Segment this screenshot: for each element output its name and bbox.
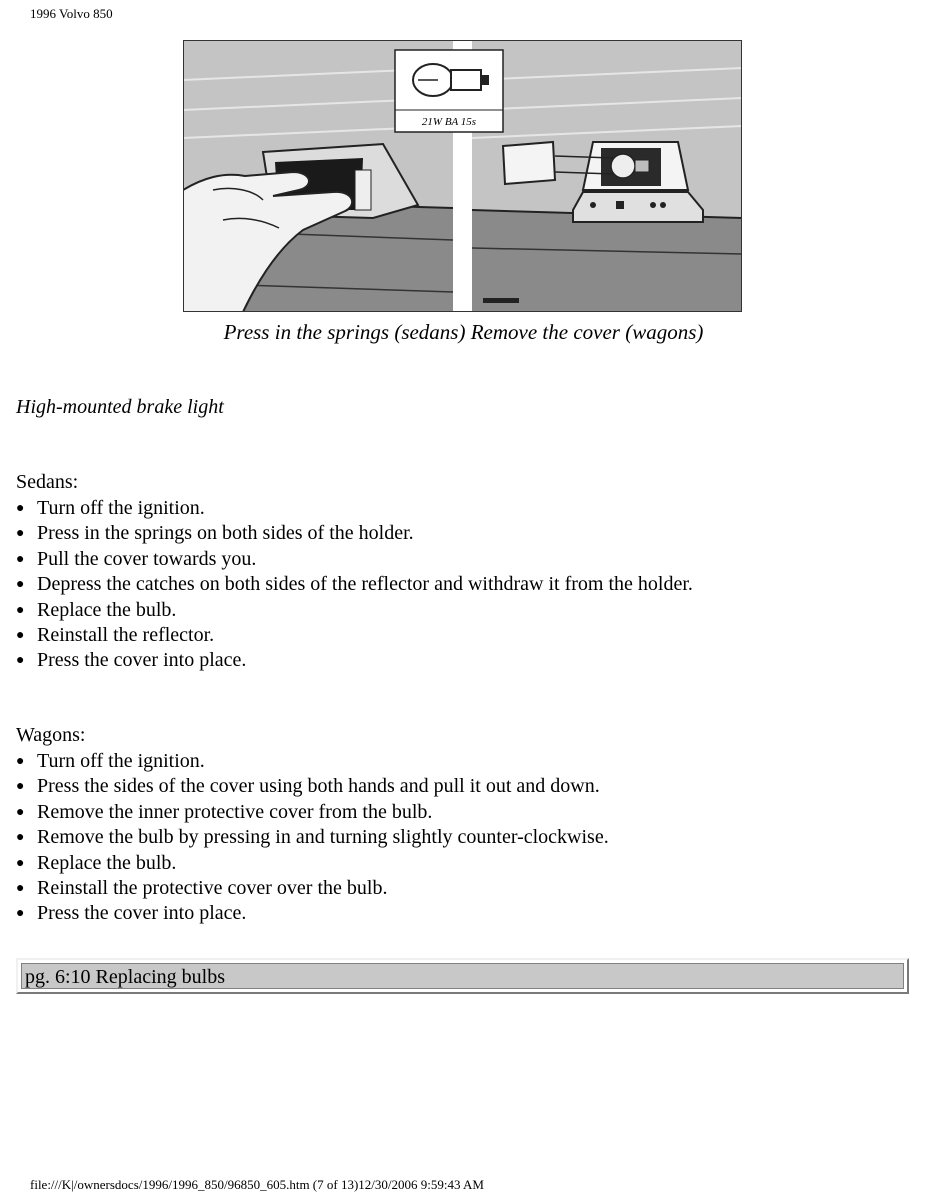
list-item: ● Depress the catches on both sides of the reflector and withdraw it from the holder.	[16, 572, 693, 597]
bullet-icon: ●	[16, 855, 25, 871]
figure-caption: Press in the springs (sedans) Remove the cover (wagons)	[223, 320, 704, 344]
list-item: ● Replace the bulb.	[16, 598, 693, 623]
bulb-detail-inset	[395, 50, 503, 132]
bullet-icon: ●	[16, 551, 25, 567]
sedans-label: Sedans:	[16, 471, 79, 493]
list-item: ● Press the sides of the cover using both hands and pull it out and down.	[16, 774, 609, 799]
bullet-icon: ●	[16, 804, 25, 820]
bullet-icon: ●	[16, 880, 25, 896]
list-item: ● Remove the bulb by pressing in and turning slightly counter-clockwise.	[16, 825, 609, 850]
bullet-icon: ●	[16, 779, 25, 795]
section-heading: High-mounted brake light	[16, 396, 224, 418]
sedans-steps-list	[16, 496, 693, 674]
bullet-icon: ●	[16, 501, 25, 516]
bullet-icon: ●	[16, 830, 25, 846]
list-item: ● Remove the inner protective cover from the bulb.	[16, 800, 609, 825]
bullet-icon: ●	[16, 754, 25, 769]
list-item: ● Reinstall the reflector.	[16, 623, 693, 648]
wagons-steps-list	[16, 749, 609, 927]
page-reference-box	[16, 958, 909, 994]
list-item: ● Replace the bulb.	[16, 851, 609, 876]
bulb-spec-label: 21W BA 15s	[421, 116, 477, 128]
bullet-icon: ●	[16, 602, 25, 618]
wagons-label: Wagons:	[16, 724, 86, 746]
list-item: ● Turn off the ignition.	[16, 749, 609, 774]
bullet-icon: ●	[16, 526, 25, 542]
page-reference-label: pg. 6:10 Replacing bulbs	[21, 963, 904, 989]
brake-light-illustration	[183, 40, 742, 312]
list-item: ● Reinstall the protective cover over the bulb.	[16, 876, 609, 901]
list-item: ● Press the cover into place.	[16, 901, 609, 926]
list-item: ● Press in the springs on both sides of the holder.	[16, 521, 693, 546]
wagon-panel-illustration	[472, 40, 742, 312]
footer-file-path: file:///K|/ownersdocs/1996/1996_850/96850_605.htm (7 of 13)12/30/2006 9:59:43 AM	[30, 1177, 484, 1192]
bullet-icon: ●	[16, 906, 25, 922]
bullet-icon: ●	[16, 627, 25, 643]
list-item: ● Pull the cover towards you.	[16, 547, 693, 572]
document-header-title: 1996 Volvo 850	[30, 6, 113, 21]
bullet-icon: ●	[16, 653, 25, 669]
list-item: ● Turn off the ignition.	[16, 496, 693, 521]
bullet-icon: ●	[16, 577, 25, 593]
list-item: ● Press the cover into place.	[16, 648, 693, 673]
